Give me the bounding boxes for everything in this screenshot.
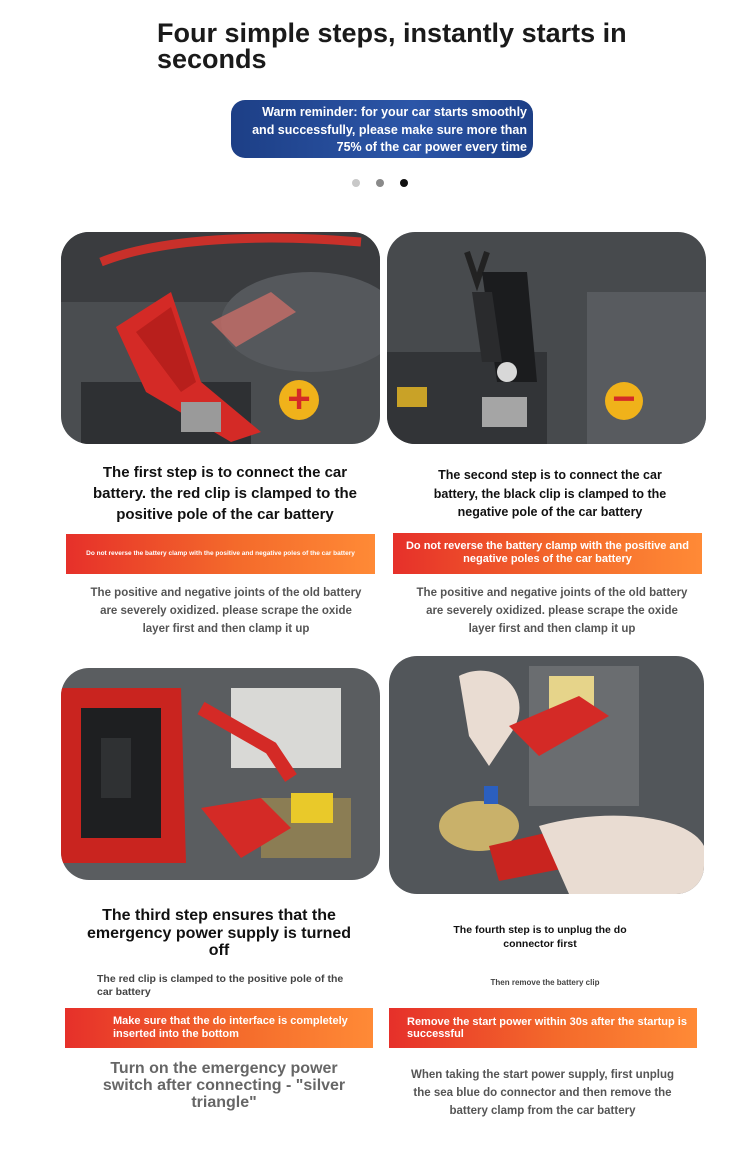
step2-title: The second step is to connect the car battery, the black clip is clamped to the negative pole of the car battery bbox=[433, 468, 667, 519]
step2-warning: Do not reverse the battery clamp with the positive and negative poles of the car battery bbox=[393, 533, 702, 574]
plus-symbol-icon: + bbox=[279, 380, 319, 420]
step4-title: The fourth step is to unplug the do connector first bbox=[453, 924, 627, 950]
carousel-dot-3[interactable] bbox=[400, 179, 408, 187]
step1-photo bbox=[61, 232, 380, 444]
step1-note: The positive and negative joints of the old battery are severely oxidized. please scrape the oxide layer first and then clamp it up bbox=[90, 587, 362, 635]
minus-symbol-icon: − bbox=[605, 382, 643, 420]
step4-note: When taking the start power supply, first unplug the sea blue do connector and then remove the battery clamp from the car battery bbox=[410, 1069, 675, 1117]
step4-photo bbox=[389, 656, 704, 894]
step4-subnote: Then remove the battery clip bbox=[490, 978, 600, 987]
step3-note: Turn on the emergency power switch after connecting - "silver triangle" bbox=[102, 1060, 346, 1111]
step1-warning: Do not reverse the battery clamp with the positive and negative poles of the car battery bbox=[66, 534, 375, 574]
step3-title: The third step ensures that the emergency power supply is turned off bbox=[86, 907, 352, 959]
step3-photo bbox=[61, 668, 380, 880]
step3-subnote: The red clip is clamped to the positive pole of the car battery bbox=[97, 973, 344, 998]
step2-photo bbox=[387, 232, 706, 444]
page-title: Four simple steps, instantly starts in seconds bbox=[157, 18, 627, 74]
carousel-dot-2[interactable] bbox=[376, 179, 384, 187]
step2-note: The positive and negative joints of the old battery are severely oxidized. please scrape the oxide layer first and then clamp it up bbox=[416, 587, 688, 635]
warm-reminder-banner: Warm reminder: for your car starts smoothly and successfully, please make sure more than 75% of the car power every time bbox=[231, 100, 533, 158]
carousel-dots bbox=[350, 179, 410, 189]
step4-warning: Remove the start power within 30s after the startup is successful bbox=[389, 1008, 697, 1048]
step1-title: The first step is to connect the car battery. the red clip is clamped to the positive pole of the car battery bbox=[93, 464, 357, 523]
carousel-dot-1[interactable] bbox=[352, 179, 360, 187]
step3-warning: Make sure that the do interface is completely inserted into the bottom bbox=[65, 1008, 373, 1048]
